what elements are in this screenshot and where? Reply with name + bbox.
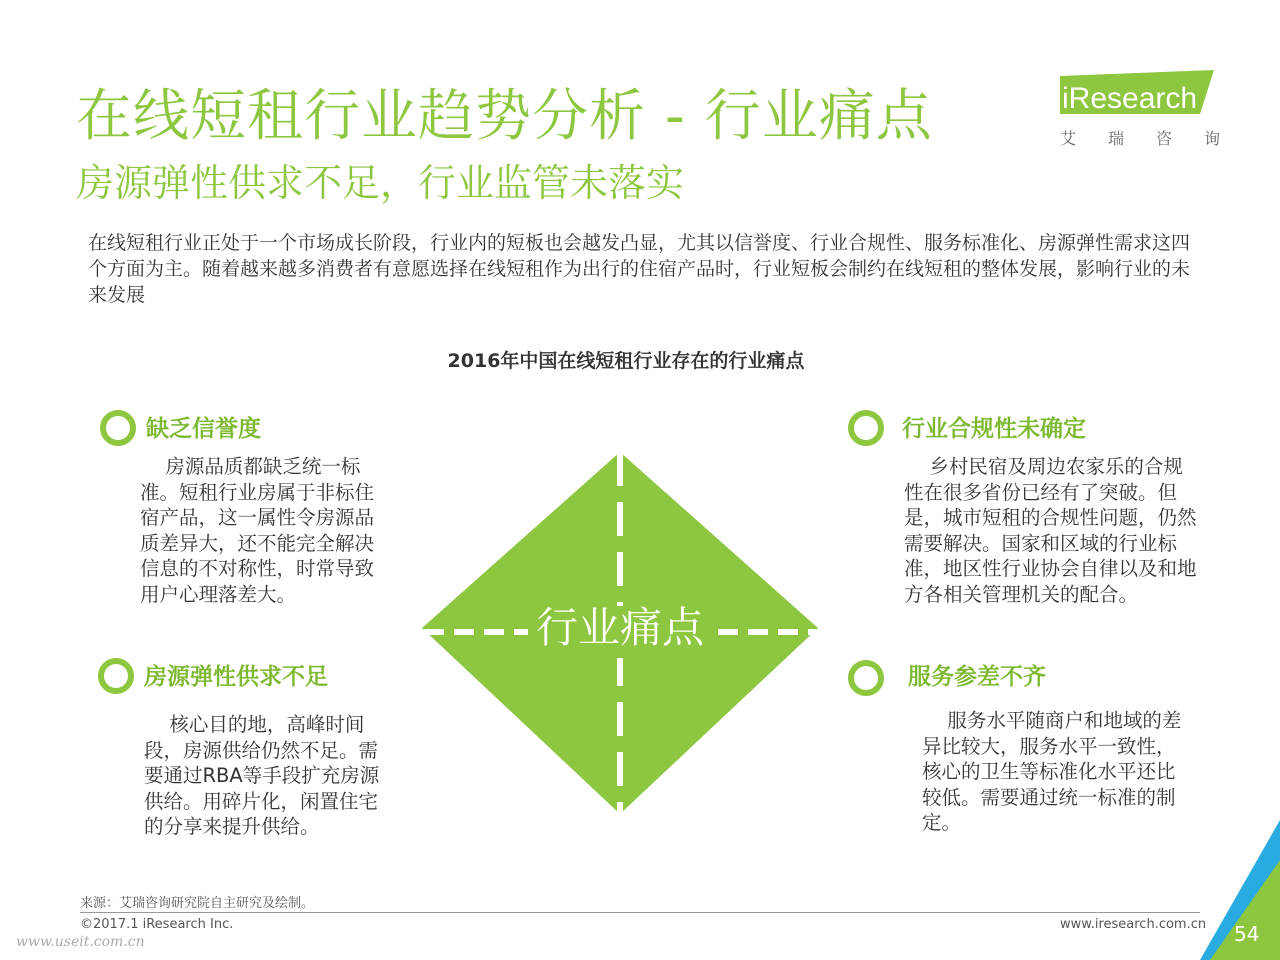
quadrant-text-credibility: 房源品质都缺乏统一标准。短租行业房属于非标住宿产品，这一属性令房源品质差异大，还不能完全解决信息的不对称性，时常导致用户心理落差大。 bbox=[140, 455, 375, 606]
website-link[interactable]: www.iresearch.com.cn bbox=[1060, 917, 1207, 932]
source-note: 来源：艾瑞咨询研究院自主研究及绘制。 bbox=[80, 896, 315, 911]
quadrant-heading-compliance: 行业合规性未确定 bbox=[902, 416, 1086, 442]
bullet-ring-icon bbox=[98, 658, 134, 694]
quadrant-text-supply: 核心目的地，高峰时间段，房源供给仍然不足。需要通过RBA等手段扩充房源供给。用碎片化，闲置住宅的分享来提升供给。 bbox=[144, 713, 380, 838]
footer-divider bbox=[80, 912, 1200, 913]
page-subtitle: 房源弹性供求不足，行业监管未落实 bbox=[76, 161, 685, 205]
pain-point-diamond bbox=[400, 440, 840, 830]
bullet-ring-icon bbox=[848, 410, 884, 446]
watermark: www.useit.com.cn bbox=[16, 934, 145, 950]
diagram-title: 2016年中国在线短租行业存在的行业痛点 bbox=[447, 350, 805, 372]
page-title: 在线短租行业趋势分析 - 行业痛点 bbox=[76, 84, 933, 149]
copyright: ©2017.1 iResearch Inc. bbox=[80, 917, 234, 932]
page-number: 54 bbox=[1234, 922, 1260, 946]
quadrant-text-service: 服务水平随商户和地域的差异比较大，服务水平一致性，核心的卫生等标准化水平还比较低。需要通过统一标准的制定。 bbox=[922, 709, 1182, 834]
svg-text:iResearch: iResearch bbox=[1062, 82, 1198, 115]
logo-cn-text: 艾 瑞 咨 询 bbox=[1060, 129, 1220, 148]
quadrant-heading-credibility: 缺乏信誉度 bbox=[146, 416, 261, 442]
intro-paragraph: 在线短租行业正处于一个市场成长阶段，行业内的短板也会越发凸显，尤其以信誉度、行业合规性、服务标准化、房源弹性需求这四个方面为主。随着越来越多消费者有意愿选择在线短租作为出行的住宿产品时，行业短板会制约在线短租的整体发展，影响行业的未来发展 bbox=[88, 232, 1191, 306]
quadrant-heading-service: 服务参差不齐 bbox=[908, 664, 1046, 690]
bullet-ring-icon bbox=[848, 660, 884, 696]
quadrant-text-compliance: 乡村民宿及周边农家乐的合规性在很多省份已经有了突破。但是，城市短租的合规性问题，仍然需要解决。国家和区域的行业标准，地区性行业协会自律以及和地方各相关管理机关的配合。 bbox=[904, 455, 1197, 606]
bullet-ring-icon bbox=[100, 410, 136, 446]
center-label: 行业痛点 bbox=[535, 603, 705, 652]
quadrant-heading-supply: 房源弹性供求不足 bbox=[144, 664, 328, 690]
